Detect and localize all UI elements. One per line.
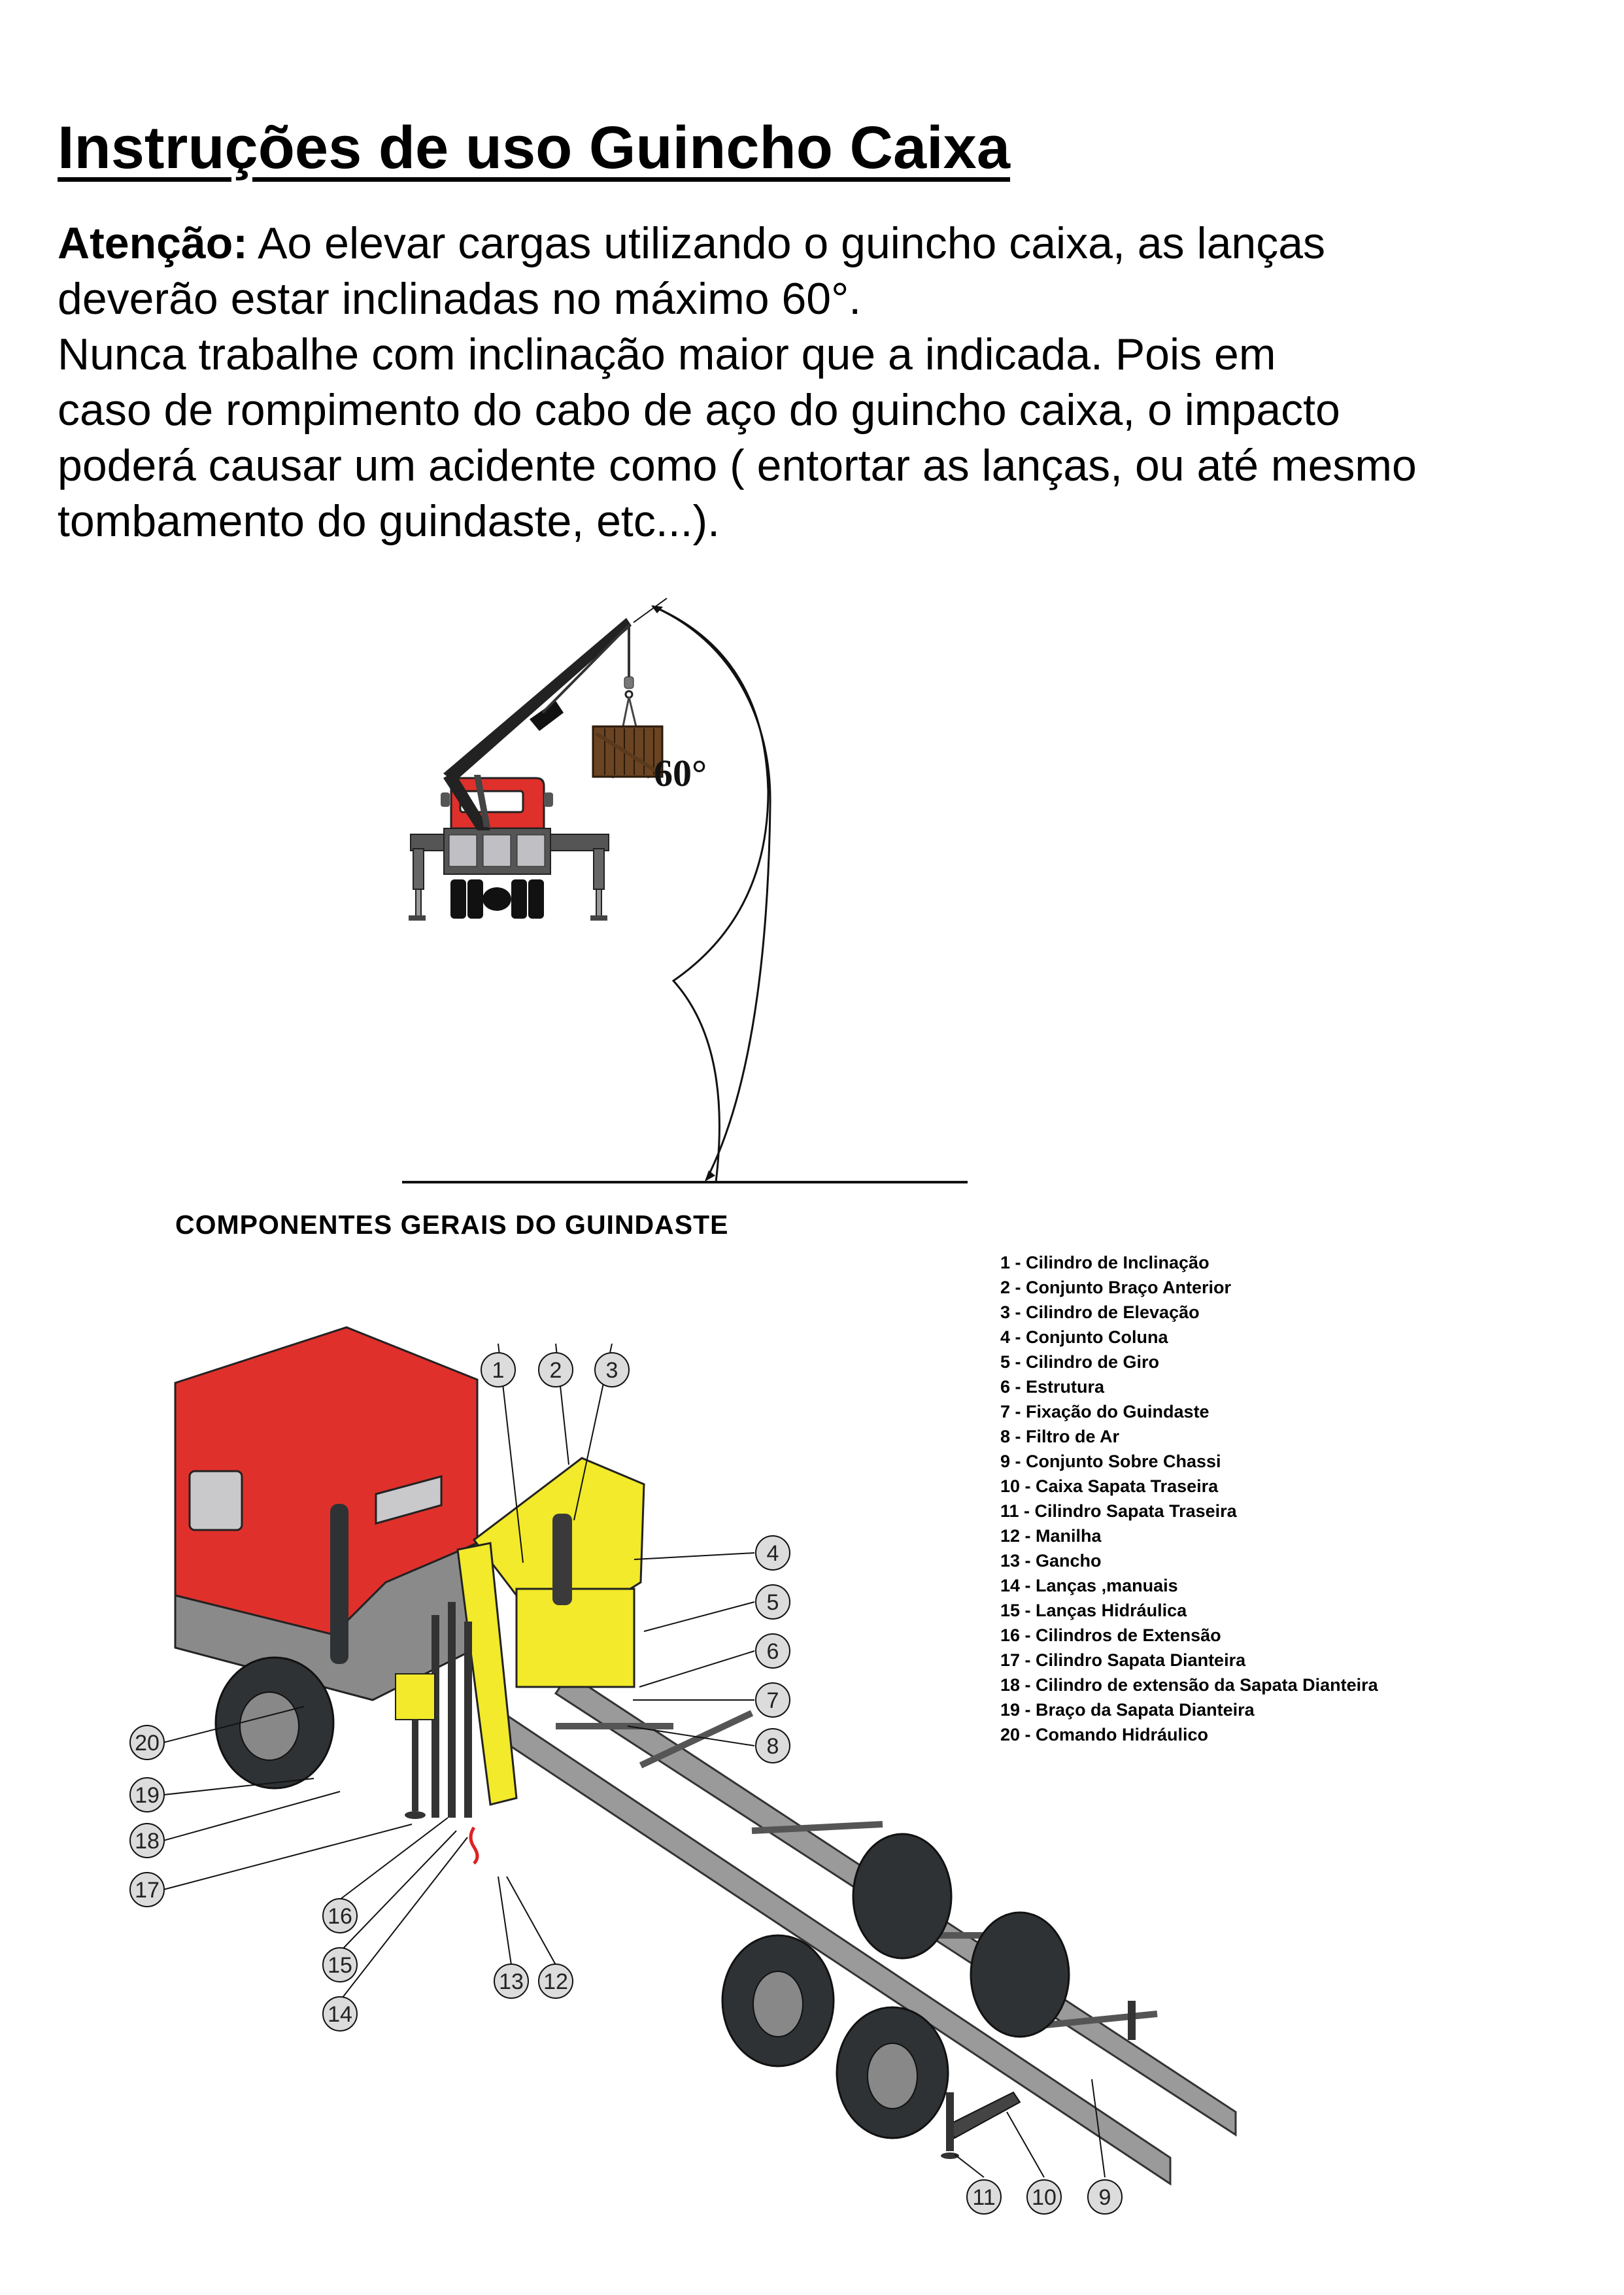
legend-item: 10 - Caixa Sapata Traseira [1000,1476,1219,1496]
legend-item: 19 - Braço da Sapata Dianteira [1000,1700,1255,1720]
warning-line-4: caso de rompimento do cabo de aço do guincho caixa, o impacto [58,385,1340,435]
legend-item: 14 - Lanças ,manuais [1000,1576,1178,1595]
callout-9: 9 [1098,2185,1111,2210]
legend-item: 18 - Cilindro de extensão da Sapata Dianteira [1000,1675,1378,1695]
warning-line-5: poderá causar um acidente como ( entortar as lanças, ou até mesmo [58,441,1417,490]
legend-item: 1 - Cilindro de Inclinação [1000,1253,1210,1272]
legend-item: 17 - Cilindro Sapata Dianteira [1000,1650,1246,1670]
components-title: COMPONENTES GERAIS DO GUINDASTE [175,1210,729,1240]
legend-item: 6 - Estrutura [1000,1377,1105,1397]
callout-4: 4 [766,1541,779,1566]
legend-item: 16 - Cilindros de Extensão [1000,1625,1221,1645]
callout-5: 5 [766,1590,779,1615]
callout-3: 3 [605,1358,618,1383]
warning-line-3: Nunca trabalhe com inclinação maior que a indicada. Pois em [58,330,1276,379]
callout-17: 17 [135,1878,160,1903]
legend-item: 2 - Conjunto Braço Anterior [1000,1278,1232,1297]
callout-6: 6 [766,1639,779,1664]
callout-20: 20 [135,1731,160,1756]
legend-item: 9 - Conjunto Sobre Chassi [1000,1452,1221,1471]
warning-line-2: deverão estar inclinadas no máximo 60°. [58,274,862,324]
legend-item: 8 - Filtro de Ar [1000,1427,1120,1446]
callout-16: 16 [328,1904,352,1929]
truck-components-diagram [98,1308,1275,2223]
callout-10: 10 [1032,2185,1057,2210]
angle-label: 60° [654,752,707,794]
callout-8: 8 [766,1734,779,1759]
callout-15: 15 [328,1953,352,1978]
warning-line-1: Atenção: Ao elevar cargas utilizando o guincho caixa, as lanças [58,218,1326,268]
crane-angle-illustration [392,588,981,1190]
callout-12: 12 [543,1969,568,1994]
callout-19: 19 [135,1783,160,1808]
warning-label: Atenção: [58,218,248,268]
legend-item: 15 - Lanças Hidráulica [1000,1601,1187,1620]
legend-item: 13 - Gancho [1000,1551,1102,1571]
callout-7: 7 [766,1688,779,1713]
callout-13: 13 [499,1969,524,1994]
page-title: Instruções de uso Guincho Caixa [58,114,1010,181]
legend-item: 11 - Cilindro Sapata Traseira [1000,1501,1237,1521]
legend-item: 12 - Manilha [1000,1526,1102,1546]
warning-line-6: tombamento do guindaste, etc...). [58,496,720,546]
legend-item: 5 - Cilindro de Giro [1000,1352,1160,1372]
legend-item: 20 - Comando Hidráulico [1000,1725,1209,1744]
legend-item: 7 - Fixação do Guindaste [1000,1402,1210,1421]
callout-11: 11 [972,2185,996,2210]
callout-2: 2 [549,1358,562,1383]
callout-18: 18 [135,1829,160,1854]
legend-item: 4 - Conjunto Coluna [1000,1327,1168,1347]
legend-item: 3 - Cilindro de Elevação [1000,1302,1200,1322]
callout-14: 14 [328,2002,352,2027]
callout-1: 1 [492,1358,505,1383]
warning-paragraph [58,216,1600,549]
